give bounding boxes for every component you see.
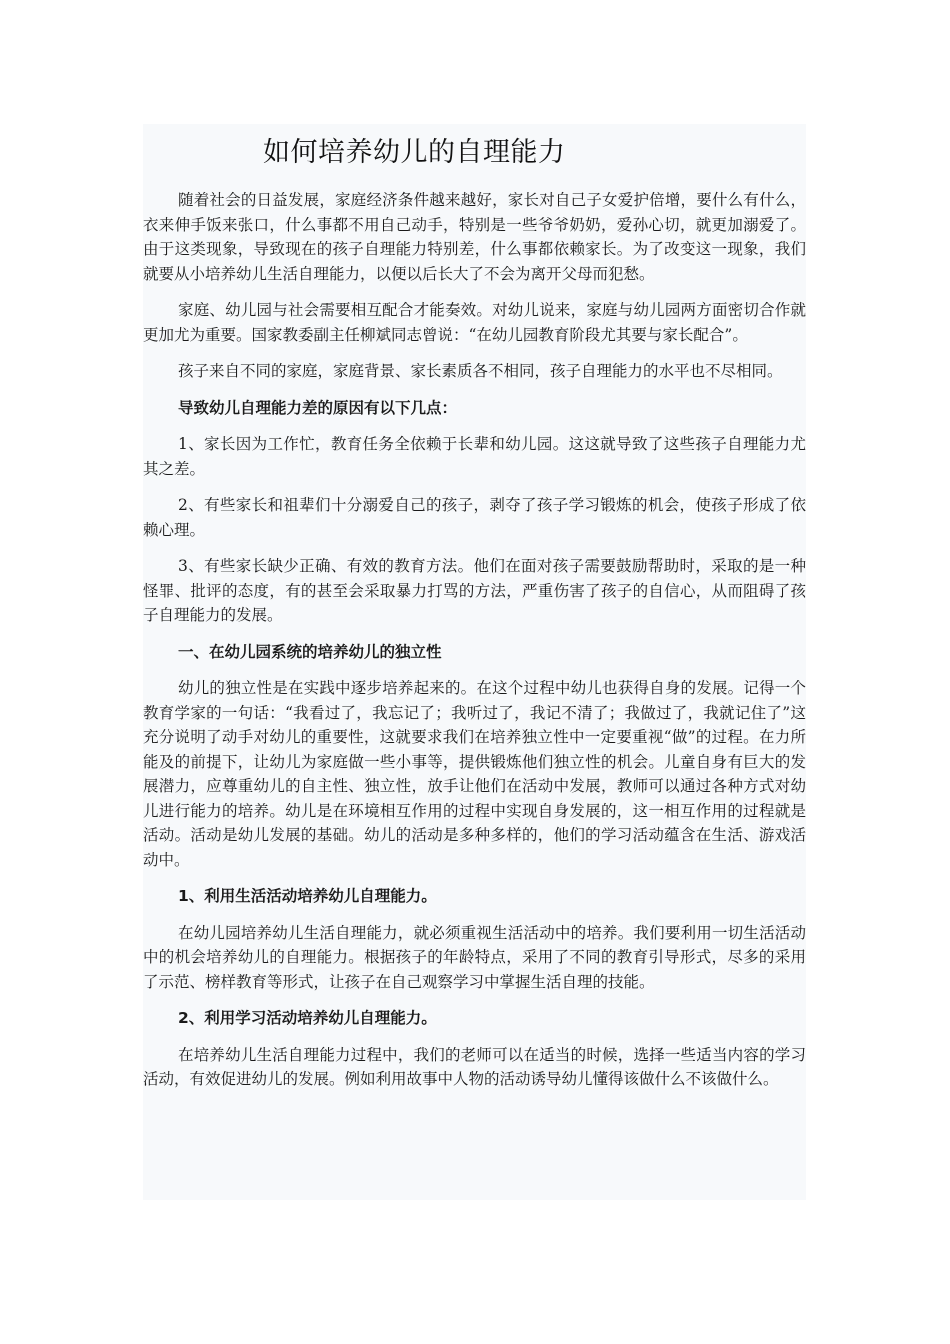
paragraph-independence: 幼儿的独立性是在实践中逐步培养起来的。在这个过程中幼儿也获得自身的发展。记得一个教育学家的一句话：“我看过了，我忘记了；我听过了，我记不清了；我做过了，我就记住了”这充分说明了动手对幼儿的重要性，这就要求我们在培养独立性中一定要重视“做”的过程。在力所能及的前提下，让幼儿为家庭做一些小事等，提供锻炼他们独立性的机会。儿童自身有巨大的发展潜力，应尊重幼儿的自主性、独立性，放手让他们在活动中发展，教师可以通过各种方式对幼儿进行能力的培养。幼儿是在环境相互作用的过程中实现自身发展的，这一相互作用的过程就是活动。活动是幼儿发展的基础。幼儿的活动是多种多样的，他们的学习活动蕴含在生活、游戏活动中。: [143, 679, 806, 869]
document-body: [143, 188, 806, 1092]
document-page: [143, 124, 806, 1200]
document-title: 如何培养幼儿的自理能力: [263, 137, 566, 168]
heading-section-1: 一、在幼儿园系统的培养幼儿的独立性: [178, 642, 442, 661]
paragraph-intro: 随着社会的日益发展，家庭经济条件越来越好，家长对自己子女爱护倍增，要什么有什么，衣来伸手饭来张口，什么事都不用自己动手，特别是一些爷爷奶奶，爱孙心切，就更加溺爱了。由于这类现象，导致现在的孩子自理能力特别差，什么事都依赖家长。为了改变这一现象，我们就要从小培养幼儿生活自理能力，以便以后长大了不会为离开父母而犯愁。: [143, 191, 806, 283]
heading-reasons: 导致幼儿自理能力差的原因有以下几点：: [178, 398, 458, 417]
paragraph-cooperation: 家庭、幼儿园与社会需要相互配合才能奏效。对幼儿说来，家庭与幼儿园两方面密切合作就更加尤为重要。国家教委副主任柳斌同志曾说：“在幼儿园教育阶段尤其要与家长配合”。: [143, 301, 806, 344]
paragraph-background: 孩子来自不同的家庭，家庭背景、家长素质各不相同，孩子自理能力的水平也不尽相同。: [178, 362, 783, 380]
heading-life-activities: 1、利用生活活动培养幼儿自理能力。: [178, 887, 437, 905]
heading-learning-activities: 2、利用学习活动培养幼儿自理能力。: [178, 1009, 437, 1027]
paragraph-reason-1: 1、家长因为工作忙，教育任务全依赖于长辈和幼儿园。这这就导致了这些孩子自理能力尤其之差。: [143, 435, 806, 478]
paragraph-reason-3: 3、有些家长缺少正确、有效的教育方法。他们在面对孩子需要鼓励帮助时，采取的是一种怪罪、批评的态度，有的甚至会采取暴力打骂的方法，严重伤害了孩子的自信心，从而阻碍了孩子自理能力的发展。: [143, 557, 806, 624]
paragraph-reason-2: 2、有些家长和祖辈们十分溺爱自己的孩子，剥夺了孩子学习锻炼的机会，使孩子形成了依赖心理。: [143, 496, 806, 539]
paragraph-learning-activities: 在培养幼儿生活自理能力过程中，我们的老师可以在适当的时候，选择一些适当内容的学习活动，有效促进幼儿的发展。例如利用故事中人物的活动诱导幼儿懂得该做什么不该做什么。: [143, 1045, 806, 1088]
paragraph-life-activities: 在幼儿园培养幼儿生活自理能力，就必须重视生活活动中的培养。我们要利用一切生活活动中的机会培养幼儿的自理能力。根据孩子的年龄特点，采用了不同的教育引导形式，尽多的采用了示范、榜样教育等形式，让孩子在自己观察学习中掌握生活自理的技能。: [143, 923, 806, 991]
